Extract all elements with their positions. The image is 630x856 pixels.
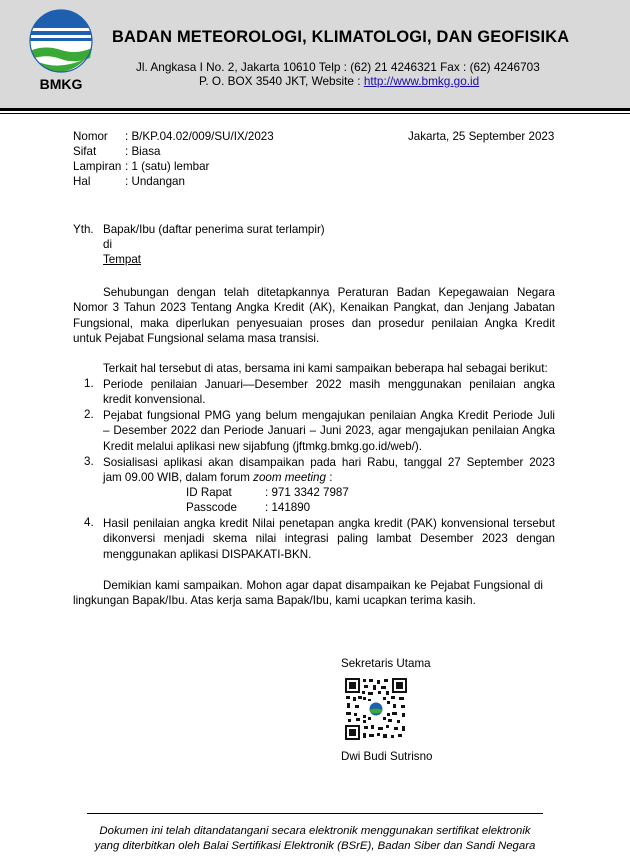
bmkg-logo xyxy=(24,8,98,92)
list-item-number: 3. xyxy=(84,455,94,468)
paragraph-intro xyxy=(73,285,555,346)
meeting-id-value: : 971 3342 7987 xyxy=(265,486,349,499)
lampiran-value: : 1 (satu) lembar xyxy=(125,160,210,173)
footer-line-2: yang diterbitkan oleh Balai Sertifikasi Elektronik (BSrE), Badan Siber dan Sandi Negara xyxy=(94,840,536,852)
paragraph-line: Fungsional, maka diperlukan penyesuaian proses dan prosedur penilaian Angka Kredit xyxy=(73,316,555,330)
list-item-line: kredit konvensional. xyxy=(103,393,206,407)
paragraph-line: Demikian kami sampaikan. Mohon agar dapat disampaikan ke Pejabat Fungsional di xyxy=(103,579,543,592)
sifat-label: Sifat xyxy=(73,145,97,158)
paragraph-line: Sehubungan dengan telah ditetapkannya Peraturan Badan Kepegawaian Negara xyxy=(103,286,555,299)
letterhead-rule-thin xyxy=(0,113,630,114)
list-item-2 xyxy=(103,408,555,454)
list-item-line: Sosialisasi aplikasi akan disampaikan pada hari Rabu, tanggal 27 September 2023 xyxy=(103,456,555,469)
zoom-meeting-text: zoom meeting xyxy=(253,471,326,485)
website-link[interactable]: http://www.bmkg.go.id xyxy=(363,74,480,88)
passcode-label: Passcode xyxy=(186,501,237,514)
passcode-value: : 141890 xyxy=(265,501,311,514)
letterhead-rule-thick xyxy=(0,108,630,111)
paragraph-line: untuk Pejabat Fungsional selama masa transisi. xyxy=(73,331,320,345)
list-item-line: Kredit melalui aplikasi new sijabfung (jftmkg.bmkg.go.id/web/). xyxy=(103,439,422,453)
meeting-id-label: ID Rapat xyxy=(186,486,232,499)
list-item-line xyxy=(103,470,555,485)
recipient-name: Bapak/Ibu (daftar penerima surat terlampir) xyxy=(103,223,325,236)
paragraph-line: lingkungan Bapak/Ibu. Atas kerja sama Bapak/Ibu, kami ucapkan terima kasih. xyxy=(73,594,476,608)
signatory-title: Sekretaris Utama xyxy=(341,657,431,670)
footer-rule xyxy=(87,813,543,814)
paragraph-points-intro: Terkait hal tersebut di atas, bersama ini kami sampaikan beberapa hal sebagai berikut: xyxy=(103,362,548,375)
logo-text: BMKG xyxy=(39,76,83,92)
yth-label: Yth. xyxy=(73,223,94,236)
list-item-4 xyxy=(103,516,555,562)
list-item-line: Pejabat fungsional PMG yang belum mengajukan penilaian Angka Kredit Periode Juli xyxy=(103,409,555,422)
list-item-3 xyxy=(103,455,555,486)
signatory-name: Dwi Budi Sutrisno xyxy=(341,750,433,763)
place-date: Jakarta, 25 September 2023 xyxy=(408,130,555,143)
hal-label: Hal xyxy=(73,175,91,188)
address-line-2-prefix: P. O. BOX 3540 JKT, Website : xyxy=(199,74,364,88)
list-item-line: Hasil penilaian angka kredit Nilai penetapan angka kredit (PAK) konvensional tersebut xyxy=(103,517,555,530)
list-item-number: 1. xyxy=(84,377,94,390)
list-item-line: Periode penilaian Januari—Desember 2022 masih menggunakan penilaian angka xyxy=(103,378,555,391)
lampiran-label: Lampiran xyxy=(73,160,122,173)
address-line-1: Jl. Angkasa I No. 2, Jakarta 10610 Telp : (62) 21 4246321 Fax : (62) 4246703 xyxy=(136,60,540,74)
sifat-value: : Biasa xyxy=(125,145,161,158)
list-item-1 xyxy=(103,377,555,408)
paragraph-closing xyxy=(73,578,543,609)
nomor-value: : B/KP.04.02/009/SU/IX/2023 xyxy=(125,130,274,143)
list-item-number: 4. xyxy=(84,516,94,529)
list-item-line: menggunakan aplikasi DISPAKATI-BKN. xyxy=(103,547,312,561)
hal-value: : Undangan xyxy=(125,175,185,188)
recipient-di: di xyxy=(103,238,113,251)
recipient-place: Tempat xyxy=(103,253,142,266)
qr-code-icon xyxy=(344,677,408,741)
address-line-2 xyxy=(199,74,479,88)
paragraph-line: Nomor 3 Tahun 2023 Tentang Angka Kredit (AK), Kenaikan Pangkat, dan Jenjang Jabatan xyxy=(73,301,555,315)
list-item-line: dikonversi menjadi skema nilai integrasi paling lambat Desember 2023 dengan xyxy=(103,532,555,546)
nomor-label: Nomor xyxy=(73,130,108,143)
agency-name: BADAN METEOROLOGI, KLIMATOLOGI, DAN GEOFISIKA xyxy=(112,28,570,46)
zoom-prefix: jam 09.00 WIB, dalam forum xyxy=(103,471,254,485)
list-item-number: 2. xyxy=(84,408,94,421)
list-item-line: – Desember 2022 dan Periode Januari – Juni 2023, agar mengajukan penilaian Angka xyxy=(103,424,555,438)
zoom-suffix: : xyxy=(325,471,333,485)
footer-line-1: Dokumen ini telah ditandatangani secara elektronik menggunakan sertifikat elektronik xyxy=(99,825,531,837)
